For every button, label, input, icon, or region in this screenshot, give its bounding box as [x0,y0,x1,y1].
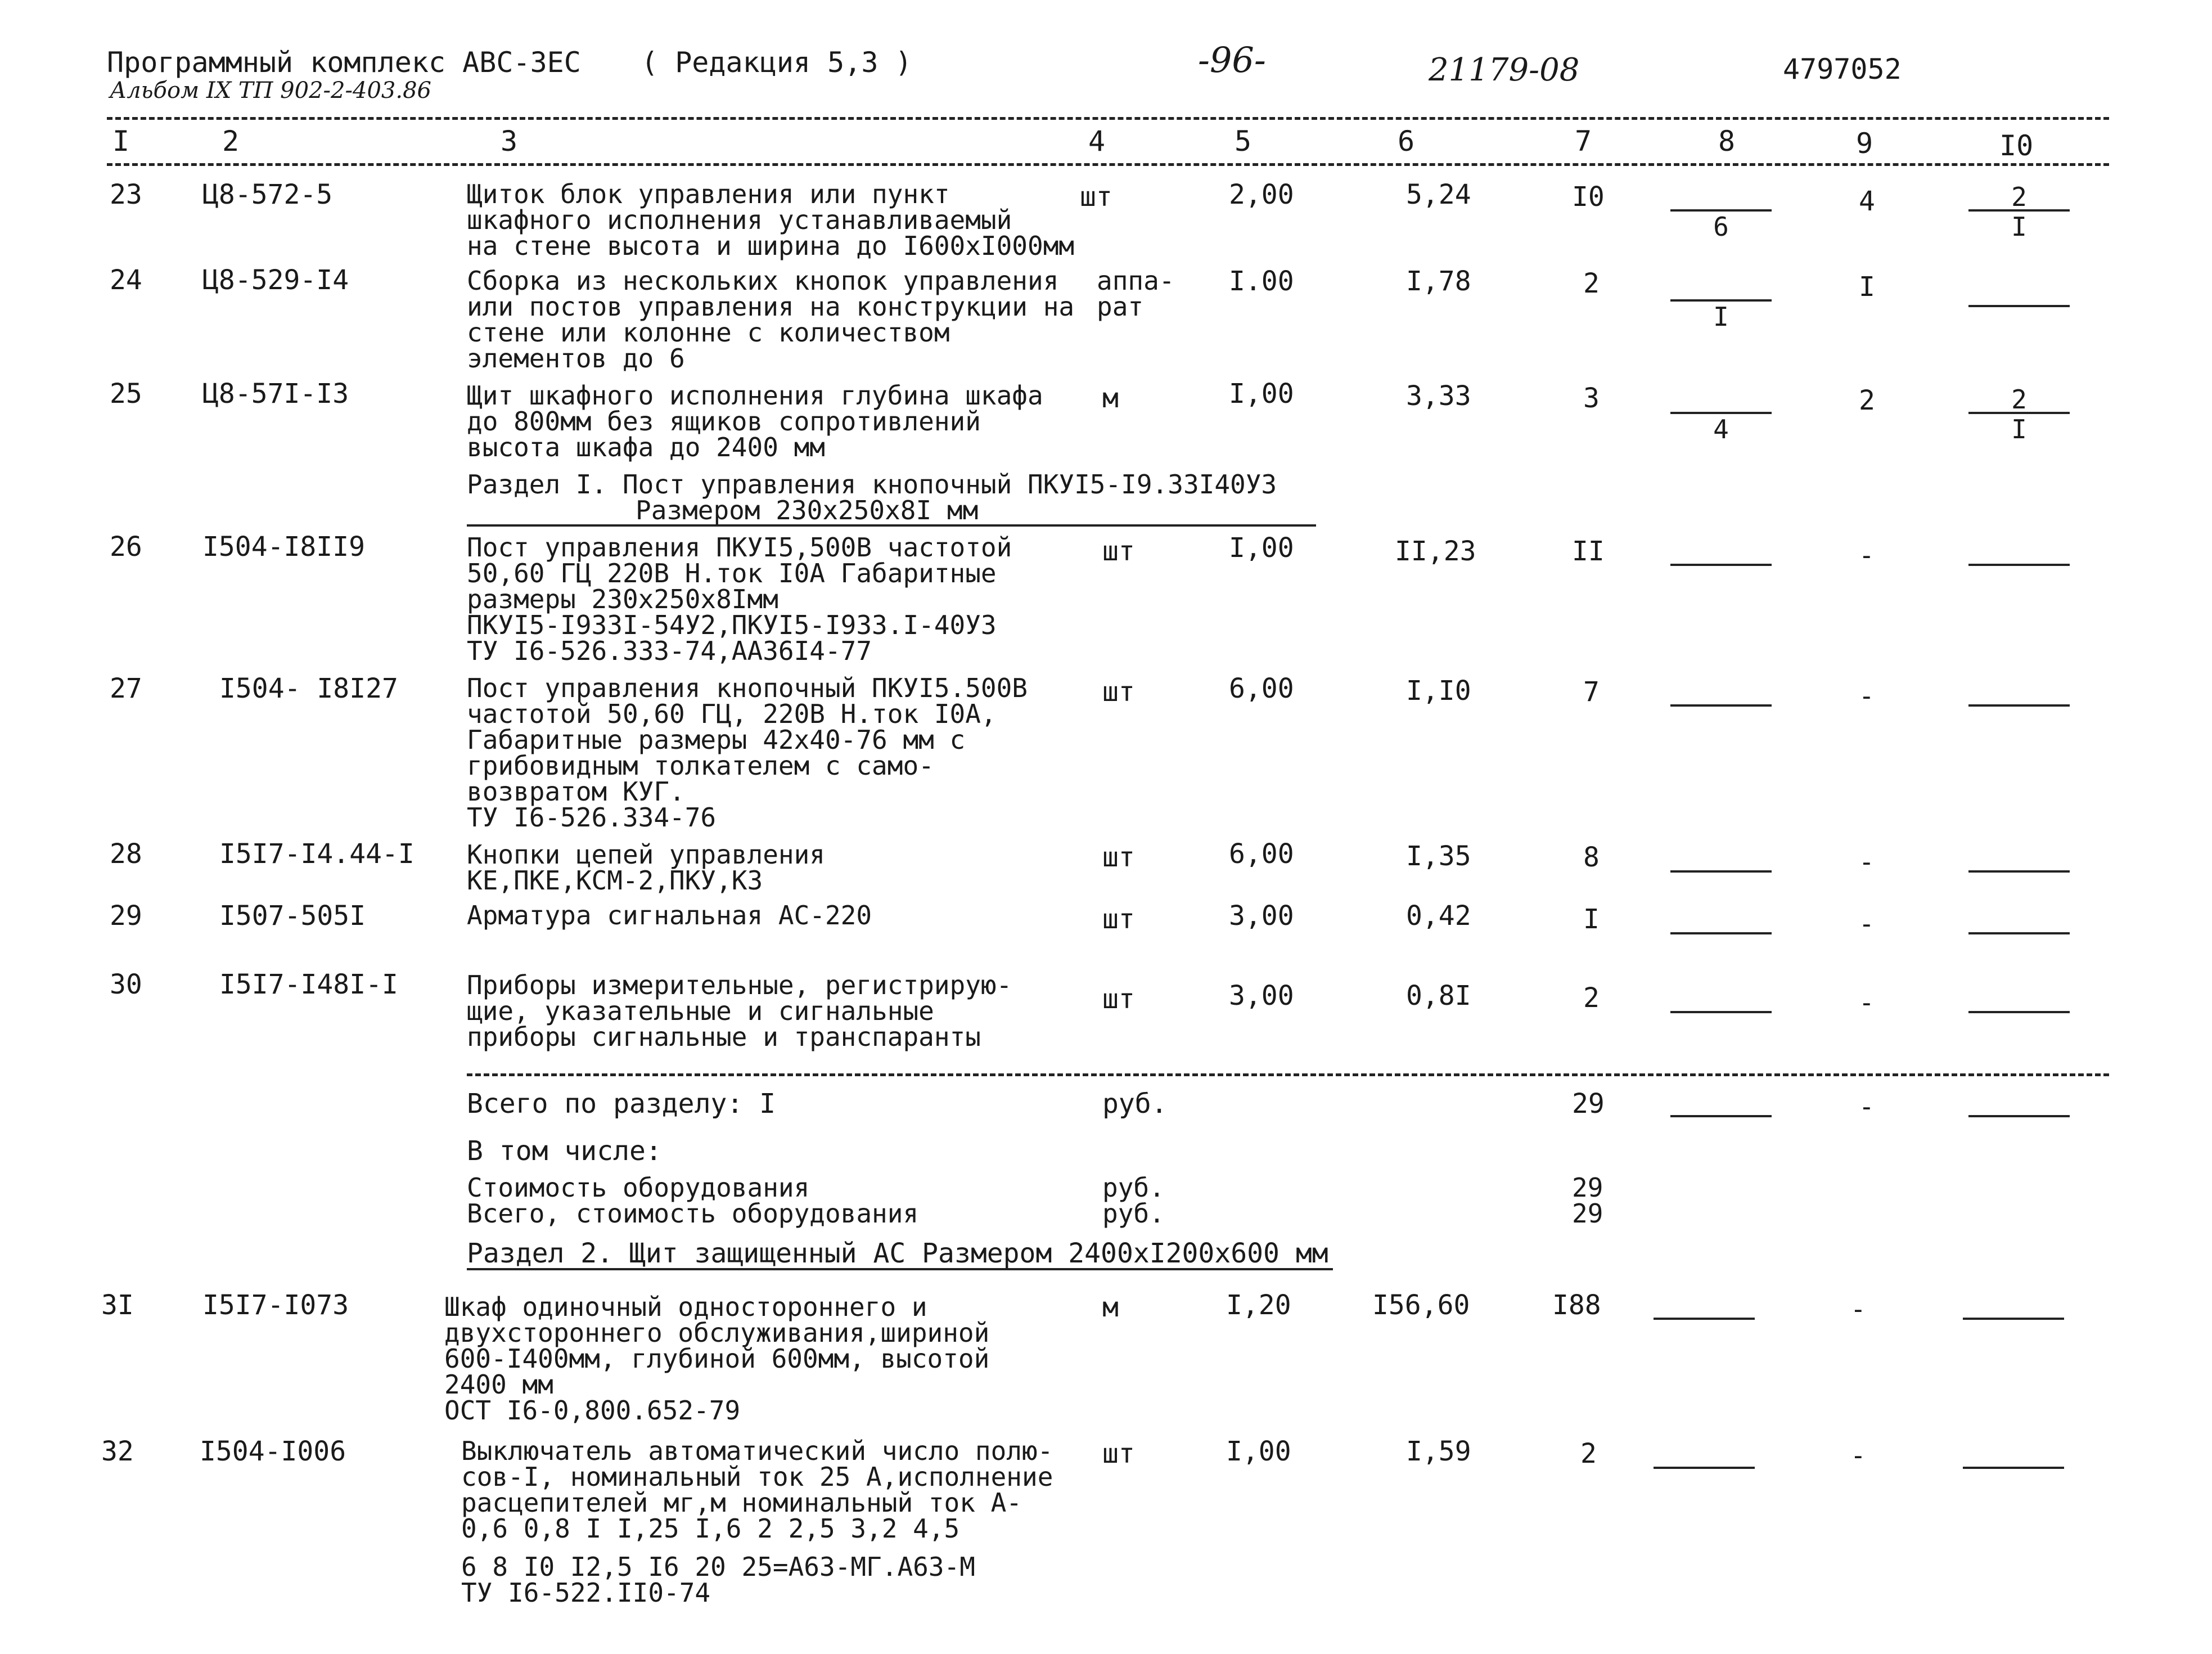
col-8-header: 8 [1718,125,1736,158]
col8-fraction [1665,847,1777,902]
section-2-rule [467,1268,1333,1270]
col9-value: 2 [1859,385,1875,416]
row-code: Ц8-572-5 [202,179,333,210]
col8-fraction: I [1665,276,1777,331]
col9-value: - [1859,987,1875,1018]
col-9-header: 9 [1856,127,1873,160]
col9-value: - [1859,909,1875,939]
row-total: 2 [1580,1438,1597,1469]
row-number: 30 [110,969,142,1000]
row-quantity: I,00 [1229,378,1294,410]
section-total-unit: руб. [1102,1088,1168,1120]
row-number: 24 [110,264,142,296]
col9-value: - [1859,540,1875,570]
row-price: II,23 [1395,536,1476,567]
row-quantity: I,20 [1226,1289,1291,1321]
col10-fraction [1963,847,2075,902]
col-6-header: 6 [1398,125,1415,158]
col10-fraction [1957,1443,2070,1498]
row-total: 2 [1583,268,1600,299]
edition-label: ( Редакция 5,3 ) [641,46,912,79]
col10-fraction [1957,1294,2070,1349]
row-unit: шт [1080,181,1112,213]
col9-value: - [1859,1091,1875,1122]
row-price: 3,33 [1406,380,1471,412]
row-code: I504- I8I27 [219,673,398,704]
row-code: I504-I006 [200,1436,346,1467]
row-number: 25 [110,378,142,410]
col8-fraction [1665,987,1777,1042]
col8-fraction [1665,909,1777,964]
row-description: Кнопки цепей управления КЕ,ПКЕ,КСМ-2,ПКУ,КЗ [467,839,825,896]
program-title: Программный комплекс АВС-ЗЕС [107,46,581,79]
col10-fraction [1963,909,2075,964]
equipment-cost-units: руб. руб. [1102,1172,1165,1229]
row-code: Ц8-529-I4 [202,264,349,296]
row-price: I,I0 [1406,675,1471,707]
col10-fraction: 2 I [1963,186,2075,241]
row-total: I0 [1572,181,1605,213]
row-number: 3I [101,1289,134,1321]
section-1-rule [467,524,1316,527]
col8-fraction [1665,1091,1777,1147]
row-total: I [1583,904,1600,935]
row-quantity: I,00 [1229,532,1294,564]
row-total: 8 [1583,842,1600,873]
col8-fraction [1648,1294,1760,1349]
page-number: -96- [1198,39,1266,80]
equipment-cost-labels: Стоимость оборудования Всего, стоимость оборудования [467,1172,919,1229]
row-total: 2 [1583,982,1600,1014]
row-total: II [1572,536,1605,567]
equipment-cost-values: 29 29 [1572,1172,1603,1229]
col10-fraction [1963,987,2075,1042]
row-description: Пост управления кнопочный ПКУI5.500В частотой 50,60 ГЦ, 220В Н.ток I0А, Габаритные размеры 42x40-76 мм с грибовидным толкателем с само- возвратом КУГ. ТУ I6-526.334-76 [467,673,1028,833]
row-quantity: 2,00 [1229,179,1294,210]
row-price: 5,24 [1406,179,1471,210]
row-description: Сборка из нескольких кнопок управления или постов управления на конструкции на стене или колонне с количеством элементов до 6 [467,266,1075,374]
row-description: Пост управления ПКУI5,500В частотой 50,60 ГЦ 220В Н.ток I0А Габаритные размеры 230x250x8Iмм ПКУI5-I933I-54У2,ПКУI5-I933.I-40У3 ТУ I6-526.333-74,АА36I4-77 [467,532,1012,666]
row-code: Ц8-57I-I3 [202,378,349,410]
row-price: I,78 [1406,266,1471,297]
col-3-header: 3 [501,125,518,158]
row-unit: шт [1102,904,1135,935]
row-number: 23 [110,179,142,210]
col8-fraction: 4 [1665,388,1777,443]
col-7-header: 7 [1575,125,1592,158]
section-separator [467,1073,2109,1076]
header-bottom-rule [107,163,2109,166]
col10-fraction [1963,1091,2075,1147]
row-quantity: I.00 [1229,266,1294,297]
col8-fraction [1648,1443,1760,1498]
doc-number: 21179-08 [1429,52,1580,88]
row-description: Выключатель автоматический число полю- сов-I, номинальный ток 25 А,исполнение расцепителей мг,м номинальный ток А- 0,6 0,8 I I,25 I,6 2 2,5 3,2 4,5 6 8 I0 I2,5 I6 20 25=А63-МГ.А63-М ТУ I6-522.II0-74 [461,1436,1053,1608]
row-unit: шт [1102,676,1135,708]
row-code: I504-I8II9 [202,531,365,563]
row-unit: шт [1102,983,1135,1015]
doc-code: 4797052 [1783,53,1902,86]
row-unit: шт [1102,842,1135,873]
row-code: I5I7-I073 [202,1289,349,1321]
row-code: I5I7-I48I-I [219,969,398,1000]
row-unit: аппа- рат [1097,266,1175,322]
row-unit: м [1102,383,1119,414]
col9-value: - [1859,681,1875,711]
col9-value: 4 [1859,186,1875,217]
row-code: I507-505I [219,900,366,932]
col-4-header: 4 [1088,125,1106,158]
col-1-header: I [112,125,130,158]
section-total-value: 29 [1572,1088,1605,1120]
row-description: Щит шкафного исполнения глубина шкафа до 800мм без ящиков сопротивлений высота шкафа до 2400 мм [467,380,1043,462]
col8-fraction [1665,681,1777,736]
section-total-label: Всего по разделу: I [467,1088,776,1120]
section-1-title: Раздел I. Пост управления кнопочный ПКУI5-I9.33I40У3 Размером 230x250x8I мм [467,469,1277,525]
row-quantity: 3,00 [1229,900,1294,932]
row-number: 28 [110,838,142,870]
row-price: 0,42 [1406,900,1471,932]
row-quantity: I,00 [1226,1436,1291,1467]
row-unit: м [1102,1292,1119,1323]
col9-value: - [1850,1440,1866,1471]
row-description: Шкаф одиночный одностороннего и двухстороннего обслуживания,шириной 600-I400мм, глубиной 600мм, высотой 2400 мм ОСТ I6-0,800.652-79 [444,1292,990,1426]
col9-value: - [1859,847,1875,877]
row-price: 0,8I [1406,980,1471,1012]
row-number: 32 [101,1436,134,1467]
col10-fraction [1963,540,2075,595]
row-number: 26 [110,531,142,563]
row-unit: шт [1102,536,1135,567]
row-code: I5I7-I4.44-I [219,838,415,870]
section-2-title: Раздел 2. Щит защищенный АС Размером 2400xI200x600 мм [467,1238,1328,1269]
row-description: Арматура сигнальная АС-220 [467,900,872,931]
col8-fraction [1665,540,1777,595]
including-label: В том числе: [467,1135,662,1167]
col10-fraction: 2 I [1963,388,2075,443]
row-number: 27 [110,673,142,704]
col8-fraction: 6 [1665,186,1777,241]
album-reference: Альбом IX ТП 902-2-403.86 [110,78,431,104]
row-quantity: 6,00 [1229,838,1294,870]
row-quantity: 3,00 [1229,980,1294,1012]
col10-fraction [1963,281,2075,336]
col-2-header: 2 [222,125,240,158]
col-10-header: I0 [1999,129,2034,162]
col9-value: - [1850,1294,1866,1324]
row-number: 29 [110,900,142,932]
row-price: I,59 [1406,1436,1471,1467]
row-unit: шт [1102,1438,1135,1469]
row-total: I88 [1552,1289,1601,1321]
row-price: I,35 [1406,841,1471,872]
col-5-header: 5 [1235,125,1252,158]
row-total: 7 [1583,676,1600,708]
col10-fraction [1963,681,2075,736]
row-quantity: 6,00 [1229,673,1294,704]
row-description: Приборы измерительные, регистрирую- щие, указательные и сигнальные приборы сигнальные и транспаранты [467,970,1012,1052]
row-total: 3 [1583,383,1600,414]
header-top-rule [107,117,2109,120]
col9-value: I [1859,271,1875,303]
row-description: Щиток блок управления или пункт шкафного исполнения устанавливаемый на стене высота и ширина до I600xI000мм [467,179,1075,261]
row-price: I56,60 [1372,1289,1470,1321]
